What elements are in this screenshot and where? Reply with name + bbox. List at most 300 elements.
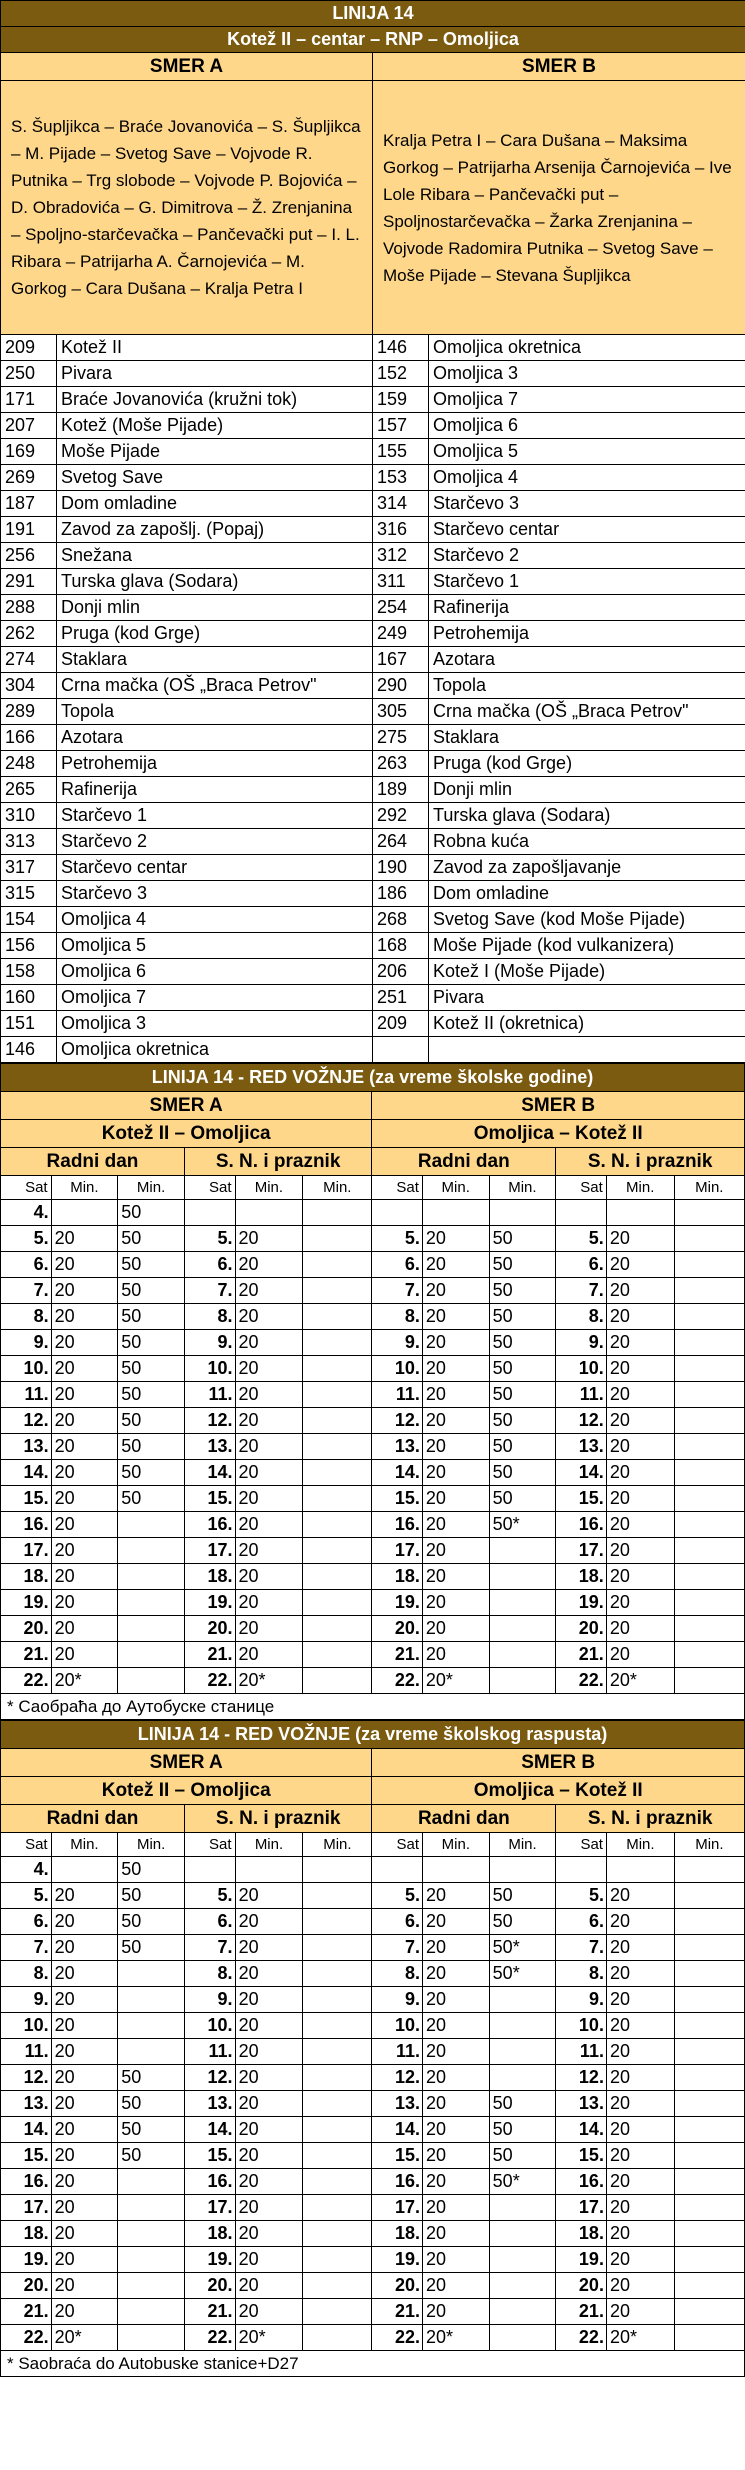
timetable-title: LINIJA 14 - RED VOŽNJE (za vreme školskog raspusta) [1, 1721, 745, 1749]
stop-row [1, 933, 745, 959]
hour-cell: 20. [1, 1616, 52, 1642]
timetable-row [1, 1538, 745, 1564]
minute-cell: 50 [489, 1330, 556, 1356]
stop-row [1, 959, 745, 985]
minute-cell: 20 [51, 2169, 118, 2195]
timetable-row [1, 2143, 745, 2169]
minute-cell: 20 [51, 1961, 118, 1987]
minute-cell [674, 2195, 744, 2221]
minute-cell [303, 1857, 372, 1883]
hour-cell: 21. [556, 1642, 607, 1668]
minute-cell: 20 [51, 2065, 118, 2091]
minute-cell: 20 [235, 2143, 303, 2169]
stop-b-number: 314 [373, 491, 429, 517]
minute-cell: 20 [422, 1356, 489, 1382]
hour-cell: 6. [372, 1252, 423, 1278]
minute-cell: 50 [489, 1304, 556, 1330]
minute-cell: 20 [235, 1590, 303, 1616]
minute-cell: 20 [422, 1935, 489, 1961]
hour-cell: 17. [556, 1538, 607, 1564]
hour-cell: 5. [1, 1883, 52, 1909]
hour-cell: 16. [372, 1512, 423, 1538]
direction-a-route: Kotež II – Omoljica [1, 1120, 372, 1148]
minute-cell: 20 [606, 2117, 674, 2143]
hour-cell: 6. [556, 1909, 607, 1935]
minute-cell [674, 2273, 744, 2299]
stop-a-name: Omoljica 6 [57, 959, 373, 985]
minute-cell [303, 1486, 372, 1512]
minute-cell [489, 2325, 556, 2351]
minute-cell: 20 [606, 1382, 674, 1408]
minute-cell [118, 2195, 185, 2221]
minute-cell: 50 [118, 1883, 185, 1909]
minute-cell: 20 [235, 2091, 303, 2117]
minute-cell [674, 2325, 744, 2351]
minute-cell: 50 [118, 1226, 185, 1252]
stop-b-name [429, 1037, 745, 1063]
hour-cell: 19. [184, 1590, 235, 1616]
timetable-row [1, 1356, 745, 1382]
timetable-row [1, 1460, 745, 1486]
minute-cell: 20 [235, 2117, 303, 2143]
hour-cell: 18. [556, 2221, 607, 2247]
hour-cell: 4. [1, 1857, 52, 1883]
minute-cell: 20 [235, 1330, 303, 1356]
hour-cell: 7. [1, 1278, 52, 1304]
minute-cell: 50 [118, 1200, 185, 1226]
direction-a-route: Kotež II – Omoljica [1, 1777, 372, 1805]
minute-cell: 50 [118, 1252, 185, 1278]
hour-cell: 21. [1, 1642, 52, 1668]
minute-cell [303, 1564, 372, 1590]
hour-cell: 18. [372, 1564, 423, 1590]
timetable-row [1, 1616, 745, 1642]
stop-b-name: Starčevo centar [429, 517, 745, 543]
stop-row [1, 465, 745, 491]
minute-cell [674, 1460, 744, 1486]
timetable-row [1, 2247, 745, 2273]
hour-cell: 18. [556, 1564, 607, 1590]
minute-cell: 20* [606, 2325, 674, 2351]
hour-column-label: Sat [556, 1833, 607, 1857]
minute-cell: 20 [422, 2065, 489, 2091]
minute-cell: 20 [235, 2195, 303, 2221]
minute-cell: 20 [606, 1935, 674, 1961]
minute-cell [303, 1356, 372, 1382]
minute-cell: 20 [606, 1961, 674, 1987]
hour-cell: 5. [1, 1226, 52, 1252]
minute-cell: 50 [118, 2091, 185, 2117]
minute-cell: 20 [235, 1252, 303, 1278]
timetable-row [1, 1408, 745, 1434]
hour-cell: 5. [184, 1226, 235, 1252]
stop-b-number: 312 [373, 543, 429, 569]
minute-cell: 20 [606, 1408, 674, 1434]
minute-column-label: Min. [51, 1176, 118, 1200]
stop-b-number: 190 [373, 855, 429, 881]
hour-cell: 17. [184, 1538, 235, 1564]
minute-cell [118, 2039, 185, 2065]
hour-cell: 13. [1, 2091, 52, 2117]
hour-cell: 8. [556, 1304, 607, 1330]
stop-a-number: 187 [1, 491, 57, 517]
minute-cell [674, 1538, 744, 1564]
minute-cell: 50 [489, 1226, 556, 1252]
stop-a-name: Moše Pijade [57, 439, 373, 465]
hour-cell: 15. [1, 1486, 52, 1512]
minute-cell [674, 1200, 744, 1226]
minute-cell [674, 1616, 744, 1642]
hour-cell: 17. [184, 2195, 235, 2221]
stop-b-name: Pivara [429, 985, 745, 1011]
minute-cell: 50 [489, 1460, 556, 1486]
stop-b-number: 264 [373, 829, 429, 855]
hour-cell: 8. [184, 1961, 235, 1987]
minute-cell [674, 2143, 744, 2169]
minute-cell: 20* [235, 2325, 303, 2351]
minute-cell [303, 2039, 372, 2065]
hour-column-label: Sat [1, 1176, 52, 1200]
hour-cell [556, 1200, 607, 1226]
minute-cell [674, 1434, 744, 1460]
minute-cell: 50 [118, 2143, 185, 2169]
stop-row [1, 413, 745, 439]
stop-b-number: 249 [373, 621, 429, 647]
minute-cell [303, 2221, 372, 2247]
minute-cell: 20 [422, 1226, 489, 1252]
minute-cell: 20 [606, 1434, 674, 1460]
minute-cell [674, 2299, 744, 2325]
timetable-row [1, 1590, 745, 1616]
minute-cell [489, 1564, 556, 1590]
hour-cell: 8. [372, 1961, 423, 1987]
minute-cell: 20 [235, 1616, 303, 1642]
minute-cell: 20 [51, 1538, 118, 1564]
stop-b-number: 305 [373, 699, 429, 725]
minute-cell: 20 [51, 1356, 118, 1382]
stop-a-number: 191 [1, 517, 57, 543]
hour-cell: 6. [184, 1909, 235, 1935]
minute-cell: 50 [118, 1278, 185, 1304]
stop-b-name: Pruga (kod Grge) [429, 751, 745, 777]
minute-cell [118, 2247, 185, 2273]
stop-a-number: 313 [1, 829, 57, 855]
minute-cell [303, 2247, 372, 2273]
minute-cell: 20 [235, 1935, 303, 1961]
minute-cell [118, 1668, 185, 1694]
minute-cell [303, 2169, 372, 2195]
hour-cell: 9. [556, 1987, 607, 2013]
direction-b-route: Omoljica – Kotež II [372, 1120, 745, 1148]
weekday-heading: Radni dan [372, 1148, 556, 1176]
hour-cell: 11. [1, 2039, 52, 2065]
minute-cell: 20 [422, 2195, 489, 2221]
minute-cell [674, 1642, 744, 1668]
minute-cell [118, 2221, 185, 2247]
stop-b-number: 316 [373, 517, 429, 543]
minute-cell: 20 [606, 2169, 674, 2195]
hour-cell: 20. [1, 2273, 52, 2299]
hour-cell: 14. [556, 1460, 607, 1486]
minute-cell [118, 2169, 185, 2195]
footnote: * Saobraća do Autobuske stanice+D27 [1, 2351, 745, 2377]
minute-cell: 20 [51, 1486, 118, 1512]
minute-cell [303, 2117, 372, 2143]
direction-b-heading: SMER B [373, 53, 745, 81]
minute-cell: 20 [51, 1883, 118, 1909]
hour-cell: 6. [556, 1252, 607, 1278]
timetable-row [1, 1200, 745, 1226]
minute-cell [674, 2039, 744, 2065]
minute-cell: 20 [606, 1883, 674, 1909]
stop-row [1, 907, 745, 933]
timetable-row [1, 1382, 745, 1408]
minute-cell: 20 [422, 2013, 489, 2039]
stop-a-number: 289 [1, 699, 57, 725]
minute-cell [489, 1590, 556, 1616]
stop-row [1, 647, 745, 673]
minute-cell: 20 [235, 1642, 303, 1668]
hour-cell [556, 1857, 607, 1883]
hour-cell: 19. [184, 2247, 235, 2273]
minute-cell: 20 [422, 1278, 489, 1304]
stop-a-name: Petrohemija [57, 751, 373, 777]
stop-b-name: Omoljica 6 [429, 413, 745, 439]
minute-cell: 20 [235, 2065, 303, 2091]
minute-cell: 20 [422, 1512, 489, 1538]
minute-cell [303, 1330, 372, 1356]
minute-cell [303, 2325, 372, 2351]
minute-cell: 50 [489, 1356, 556, 1382]
stop-row [1, 751, 745, 777]
minute-cell: 50 [118, 1486, 185, 1512]
stop-a-number: 250 [1, 361, 57, 387]
minute-cell [118, 1961, 185, 1987]
timetable-row [1, 2013, 745, 2039]
footnote: * Саобраћа до Аутобуске станице [1, 1694, 745, 1720]
hour-cell: 18. [372, 2221, 423, 2247]
minute-cell: 20 [235, 1434, 303, 1460]
hour-cell: 19. [556, 2247, 607, 2273]
minute-cell: 20 [51, 2299, 118, 2325]
minute-cell: 50 [118, 1909, 185, 1935]
minute-cell: 20 [606, 1330, 674, 1356]
hour-cell: 15. [184, 2143, 235, 2169]
stop-b-name: Robna kuća [429, 829, 745, 855]
minute-cell: 50 [489, 1278, 556, 1304]
stop-a-name: Azotara [57, 725, 373, 751]
stop-b-number: 189 [373, 777, 429, 803]
minute-cell: 20 [51, 1304, 118, 1330]
timetable-row [1, 2091, 745, 2117]
hour-cell: 15. [1, 2143, 52, 2169]
stop-row [1, 829, 745, 855]
hour-cell: 15. [184, 1486, 235, 1512]
minute-cell: 20 [51, 1330, 118, 1356]
hour-cell: 17. [372, 2195, 423, 2221]
timetable-row [1, 1642, 745, 1668]
minute-cell: 20 [51, 2273, 118, 2299]
minute-cell [303, 1460, 372, 1486]
stop-a-number: 151 [1, 1011, 57, 1037]
minute-cell: 20 [422, 2273, 489, 2299]
minute-cell: 20 [606, 1486, 674, 1512]
stop-a-name: Topola [57, 699, 373, 725]
minute-cell: 20 [422, 1564, 489, 1590]
minute-cell [489, 2039, 556, 2065]
stop-a-number: 169 [1, 439, 57, 465]
stop-a-name: Donji mlin [57, 595, 373, 621]
minute-cell [303, 1987, 372, 2013]
stop-a-number: 317 [1, 855, 57, 881]
stop-b-number: 292 [373, 803, 429, 829]
minute-cell: 50 [489, 2117, 556, 2143]
stop-a-name: Pruga (kod Grge) [57, 621, 373, 647]
hour-cell: 12. [556, 1408, 607, 1434]
stop-a-name: Staklara [57, 647, 373, 673]
hour-cell: 22. [556, 2325, 607, 2351]
minute-cell [51, 1200, 118, 1226]
weekday-heading: Radni dan [372, 1805, 556, 1833]
hour-cell: 12. [184, 1408, 235, 1434]
stop-a-name: Braće Jovanovića (kružni tok) [57, 387, 373, 413]
stop-b-name: Omoljica okretnica [429, 335, 745, 361]
minute-cell: 20 [51, 2247, 118, 2273]
stop-a-name: Omoljica 3 [57, 1011, 373, 1037]
stop-row [1, 491, 745, 517]
minute-cell: 20 [422, 1486, 489, 1512]
stop-b-name: Kotež I (Moše Pijade) [429, 959, 745, 985]
hour-cell: 5. [372, 1226, 423, 1252]
hour-cell: 20. [184, 1616, 235, 1642]
minute-cell [674, 1590, 744, 1616]
minute-cell: 20 [422, 2221, 489, 2247]
hour-cell: 15. [372, 2143, 423, 2169]
minute-cell: 20 [606, 2065, 674, 2091]
stop-b-name: Starčevo 1 [429, 569, 745, 595]
minute-cell: 20 [422, 1330, 489, 1356]
hour-cell: 13. [1, 1434, 52, 1460]
minute-cell: 50 [489, 1883, 556, 1909]
minute-cell [674, 2065, 744, 2091]
minute-cell [118, 1987, 185, 2013]
hour-column-label: Sat [184, 1833, 235, 1857]
timetable [0, 1063, 745, 1720]
hour-cell [372, 1200, 423, 1226]
hour-cell: 14. [184, 1460, 235, 1486]
hour-cell: 20. [372, 1616, 423, 1642]
hour-cell: 11. [184, 2039, 235, 2065]
hour-cell: 21. [1, 2299, 52, 2325]
minute-cell [674, 2013, 744, 2039]
minute-cell [118, 1564, 185, 1590]
minute-cell: 50 [118, 1356, 185, 1382]
minute-cell: 50 [489, 1252, 556, 1278]
hour-cell: 14. [184, 2117, 235, 2143]
hour-cell: 12. [556, 2065, 607, 2091]
minute-cell [489, 1857, 556, 1883]
hour-cell: 19. [372, 2247, 423, 2273]
minute-cell [118, 1538, 185, 1564]
hour-cell: 21. [184, 2299, 235, 2325]
minute-column-label: Min. [51, 1833, 118, 1857]
timetable-row [1, 1330, 745, 1356]
hour-cell: 10. [372, 2013, 423, 2039]
stop-a-name: Starčevo 1 [57, 803, 373, 829]
minute-column-label: Min. [606, 1833, 674, 1857]
hour-cell: 14. [1, 1460, 52, 1486]
weekday-heading: Radni dan [1, 1148, 185, 1176]
hour-cell: 17. [556, 2195, 607, 2221]
minute-cell: 20 [606, 2299, 674, 2325]
minute-cell [674, 1961, 744, 1987]
minute-cell [674, 1909, 744, 1935]
hour-cell: 9. [556, 1330, 607, 1356]
stop-b-number: 254 [373, 595, 429, 621]
minute-cell: 20 [606, 1642, 674, 1668]
minute-cell: 50 [489, 1382, 556, 1408]
hour-cell: 5. [184, 1883, 235, 1909]
stop-b-number: 275 [373, 725, 429, 751]
minute-cell [674, 1356, 744, 1382]
stop-b-number: 209 [373, 1011, 429, 1037]
stop-b-name: Omoljica 4 [429, 465, 745, 491]
minute-cell: 20 [422, 1538, 489, 1564]
hour-cell: 5. [556, 1226, 607, 1252]
minute-cell: 20 [51, 1252, 118, 1278]
hour-cell: 5. [372, 1883, 423, 1909]
minute-cell [674, 1382, 744, 1408]
stop-a-number: 291 [1, 569, 57, 595]
hour-cell: 10. [1, 2013, 52, 2039]
minute-column-label: Min. [489, 1176, 556, 1200]
minute-cell [303, 2013, 372, 2039]
minute-cell: 20 [51, 1408, 118, 1434]
direction-a-heading: SMER A [1, 1749, 372, 1777]
minute-cell: 50* [489, 1935, 556, 1961]
minute-cell: 20 [422, 1909, 489, 1935]
hour-cell: 12. [1, 1408, 52, 1434]
minute-cell [303, 1616, 372, 1642]
minute-cell: 20 [422, 1590, 489, 1616]
minute-cell: 20 [422, 1408, 489, 1434]
stop-b-number: 167 [373, 647, 429, 673]
hour-cell: 7. [184, 1935, 235, 1961]
minute-column-label: Min. [235, 1176, 303, 1200]
minute-cell: 50 [118, 1382, 185, 1408]
minute-cell: 20 [235, 1883, 303, 1909]
minute-cell [303, 2195, 372, 2221]
minute-cell: 20 [235, 1278, 303, 1304]
stop-b-name: Dom omladine [429, 881, 745, 907]
timetable [0, 1720, 745, 2377]
direction-b-route: Omoljica – Kotež II [372, 1777, 745, 1805]
minute-cell: 20 [606, 1460, 674, 1486]
hour-cell: 20. [184, 2273, 235, 2299]
minute-cell [606, 1200, 674, 1226]
stop-a-number: 304 [1, 673, 57, 699]
timetable-row [1, 1935, 745, 1961]
minute-cell: 20 [235, 2039, 303, 2065]
stop-row [1, 595, 745, 621]
stop-a-number: 256 [1, 543, 57, 569]
minute-cell [674, 1486, 744, 1512]
minute-cell: 20 [235, 1909, 303, 1935]
hour-cell: 12. [372, 1408, 423, 1434]
minute-cell [303, 1252, 372, 1278]
minute-cell [303, 2273, 372, 2299]
minute-cell: 20 [51, 2013, 118, 2039]
